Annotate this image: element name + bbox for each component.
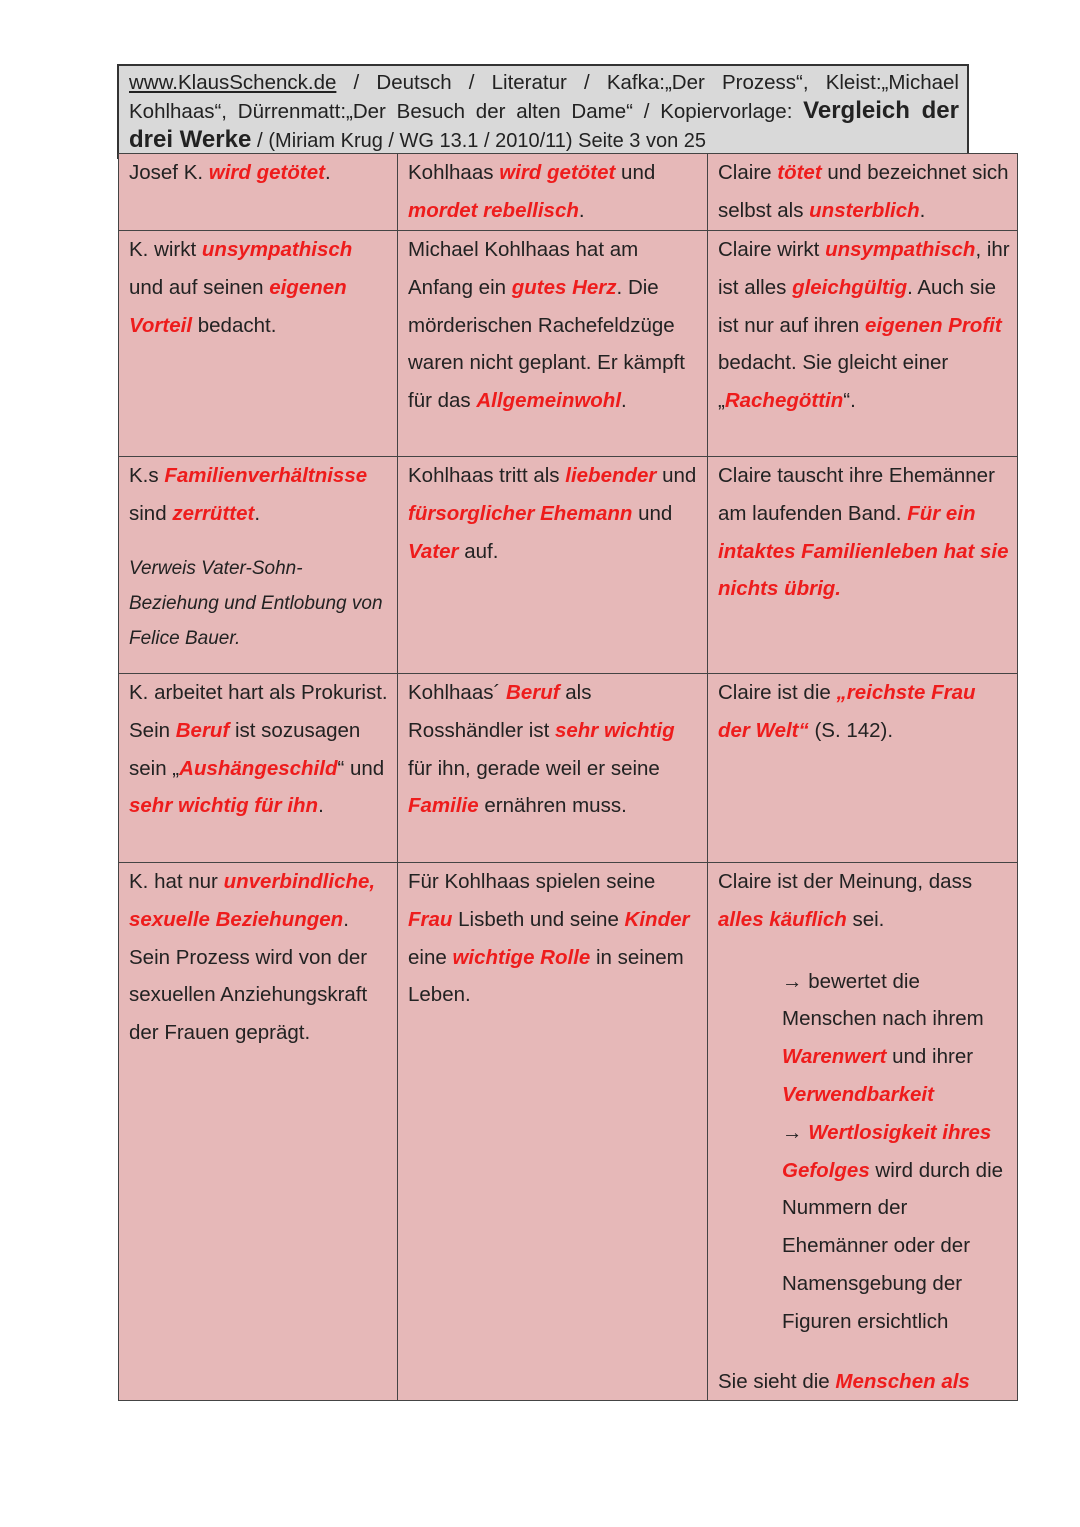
cell-text: eine (408, 945, 453, 969)
highlight: unsympathisch (201, 238, 353, 261)
highlight: unsympathisch (825, 238, 976, 261)
highlight: alles käuflich (718, 907, 847, 931)
highlight: sehr wichtig für ihn (129, 794, 319, 818)
highlight: gutes Herz (511, 275, 617, 299)
cell-text: “ und (337, 756, 385, 780)
arrow-point (718, 963, 1011, 1114)
cell-duerrenmatt (708, 863, 1018, 1401)
highlight: mordet rebellisch (408, 198, 579, 222)
highlight: wird getötet (208, 161, 325, 184)
cell-text: . (318, 794, 324, 818)
cell-kleist (398, 863, 708, 1401)
cell-text: Sie sieht die (718, 1369, 836, 1393)
cell-duerrenmatt (708, 154, 1018, 231)
table-row (119, 863, 1018, 1401)
cell-text: und auf seinen (129, 275, 270, 299)
cell-kleist (398, 457, 708, 674)
highlight: Familienverhältnisse (164, 464, 368, 487)
cell-paragraph (718, 863, 1011, 939)
highlight: gleichgültig (792, 275, 908, 299)
highlight: sehr wichtig (554, 718, 675, 742)
highlight: Beruf (175, 718, 230, 742)
cell-text: wird durch die Nummern der Ehemänner oder der Namensgebung der Figuren ersichtlich (782, 1158, 1004, 1333)
cell-text: und ihrer (886, 1045, 974, 1069)
highlight: Kinder (624, 907, 690, 931)
cell-text: und (615, 161, 656, 184)
cell-text: K. hat nur (129, 870, 224, 893)
cell-kleist (398, 154, 708, 231)
arrow-point (718, 1114, 1011, 1341)
cell-text: . (919, 198, 926, 222)
header-breadcrumb: / Deutsch / Literatur / Kafka:„Der Prozess“, Kleist:„Michael Kohlhaas“, Dürrenmatt:„Der Besuch der alten Dame“ / Kopiervorlage: (129, 71, 959, 123)
cell-kafka (119, 457, 398, 674)
highlight: Wertlosigkeit ihres Gefolges (782, 1120, 992, 1182)
cell-duerrenmatt (708, 457, 1018, 674)
cell-text: Claire ist der Meinung, dass (718, 870, 973, 893)
highlight: Familie (408, 794, 479, 818)
header-slash: / (251, 129, 269, 152)
cell-text: Für Kohlhaas spielen seine (408, 870, 656, 893)
cell-kleist (398, 674, 708, 863)
highlight: Frau (408, 907, 453, 931)
cell-text: sei. (846, 907, 885, 931)
cell-text: bedacht. Sie gleicht einer „ (718, 351, 949, 413)
highlight: Warenwert (782, 1045, 887, 1069)
cell-text: , ihr ist alles (718, 238, 1010, 299)
cell-text: “. (843, 389, 856, 413)
cell-text: . (621, 389, 627, 413)
highlight: Rachegöttin (724, 389, 844, 413)
document-header (117, 64, 969, 159)
cell-text: . (254, 501, 261, 525)
cell-kafka (119, 154, 398, 231)
cell-text: Kohlhaas´ (408, 681, 507, 704)
cell-text: Claire wirkt (718, 238, 826, 261)
comparison-table (118, 153, 1018, 1401)
cell-text: . (324, 161, 331, 184)
cell-text: Claire (718, 161, 778, 184)
table-row (119, 154, 1018, 231)
cell-duerrenmatt (708, 674, 1018, 863)
cell-text: Claire ist die (718, 681, 837, 704)
cell-text: für ihn, gerade weil er seine (408, 756, 660, 780)
table-row (119, 231, 1018, 457)
cell-text: K.s (129, 464, 165, 487)
cell-text: . (578, 198, 585, 222)
cell-text: als Rosshändler ist (408, 681, 592, 742)
cell-kafka (119, 863, 398, 1401)
cell-text: . Sein Prozess wird von der sexuellen Anziehungskraft der Frauen geprägt. (129, 907, 368, 1045)
cell-text: in seinem Leben. (408, 945, 684, 1007)
header-meta: (Miriam Krug / WG 13.1 / 2010/11) Seite 3 von 25 (268, 130, 706, 152)
highlight: zerrüttet (172, 501, 255, 525)
cell-text: auf. (458, 539, 499, 563)
document-title: Vergleich der drei Werke (129, 97, 959, 153)
highlight: unsterblich (809, 198, 920, 222)
table-row (119, 457, 1018, 674)
cell-text: und bezeichnet sich selbst als (718, 161, 1009, 222)
highlight: eigenen Vorteil (129, 275, 347, 337)
highlight: wichtige Rolle (452, 945, 591, 969)
website-link[interactable]: www.KlausSchenck.de (129, 71, 337, 94)
highlight: Menschen als (835, 1369, 970, 1393)
highlight: Beruf (506, 681, 560, 704)
highlight: tötet (777, 161, 822, 184)
cell-text: bedacht. (192, 313, 277, 337)
cell-text: Lisbeth und seine (452, 907, 625, 931)
cell-text: (S. 142). (808, 718, 894, 742)
cell-text: . Die mörderischen Rachefeldzüge waren nicht geplant. Er kämpft für das (408, 275, 685, 413)
highlight: Vater (408, 539, 459, 563)
cell-text: . Auch sie ist nur auf ihren (718, 275, 996, 337)
cell-kafka (119, 674, 398, 863)
cell-text: und (632, 501, 673, 525)
highlight: unverbindliche, sexuelle Beziehungen (129, 870, 376, 931)
cell-text: K. wirkt (129, 238, 202, 261)
cell-text: → (782, 1120, 809, 1144)
annotation-note: Verweis Vater-Sohn-Beziehung und Entlobung von Felice Bauer. (129, 557, 383, 649)
highlight: fürsorglicher Ehemann (408, 501, 633, 525)
cell-text: und (656, 464, 697, 487)
cell-text: Claire tauscht ihre Ehemänner am laufenden Band. (718, 464, 995, 525)
cell-text: Kohlhaas tritt als (408, 464, 566, 487)
cell-duerrenmatt (708, 231, 1018, 457)
cell-kleist (398, 231, 708, 457)
cell-text: ist sozusagen sein „ (129, 718, 361, 780)
cell-text: ernähren muss. (478, 794, 627, 818)
highlight: eigenen Profit (865, 313, 1002, 337)
cell-text: sind (129, 501, 173, 525)
cell-text: Josef K. (129, 161, 209, 184)
highlight: Aushängeschild (179, 756, 338, 780)
cell-text: Michael Kohlhaas hat am Anfang ein (408, 238, 639, 299)
highlight: wird getötet (499, 161, 616, 184)
cell-text: Kohlhaas (408, 161, 500, 184)
highlight: Allgemeinwohl (476, 389, 622, 413)
cell-text: → bewertet die Menschen nach ihrem (782, 969, 984, 1031)
cell-kafka (119, 231, 398, 457)
cell-paragraph (718, 1363, 1011, 1401)
highlight: Verwendbarkeit (782, 1082, 934, 1106)
cell-text: K. arbeitet hart als Prokurist. Sein (129, 681, 388, 742)
highlight: „reichste Frau der Welt“ (718, 681, 976, 742)
highlight: Für ein intaktes Familienleben hat sie nichts übrig. (718, 501, 1009, 601)
table-row (119, 674, 1018, 863)
highlight: liebender (565, 464, 657, 487)
